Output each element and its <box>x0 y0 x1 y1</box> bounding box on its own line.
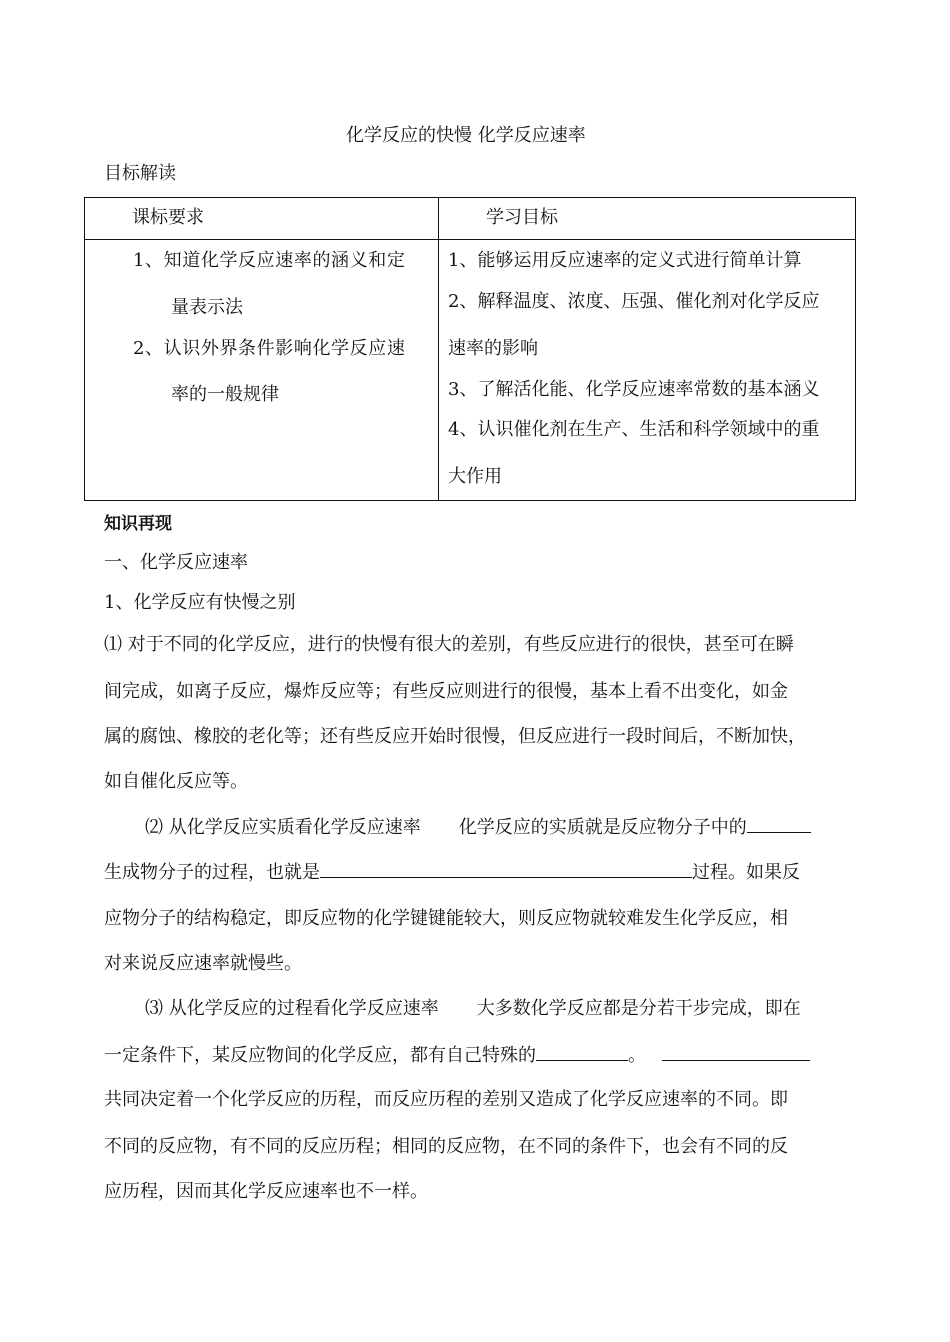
para3-text: 大多数化学反应都是分若干步完成，即在 <box>476 998 801 1019</box>
fill-blank[interactable] <box>662 1040 810 1061</box>
col1-header: 课标要求 <box>132 207 204 228</box>
para1-line: 属的腐蚀、橡胶的老化等；还有些反应开始时很慢，但反应进行一段时间后，不断加快， <box>104 726 806 747</box>
table-divider <box>438 198 439 500</box>
knowledge-heading: 知识再现 <box>104 514 172 534</box>
col1-line: 2、认识外界条件影响化学反应速 <box>133 338 406 359</box>
para2-line <box>145 812 811 839</box>
table-header-rule <box>85 239 855 240</box>
para2-line <box>104 857 800 884</box>
goal-heading: 目标解读 <box>104 163 176 184</box>
col2-line: 速率的影响 <box>448 338 538 359</box>
col2-line: 大作用 <box>448 466 502 487</box>
subsection-heading: 1、化学反应有快慢之别 <box>104 592 296 613</box>
section-heading: 一、化学反应速率 <box>104 552 248 573</box>
fill-blank[interactable] <box>747 812 811 833</box>
para2-text: 过程。如果反 <box>692 862 800 883</box>
para2-line: 对来说反应速率就慢些。 <box>104 953 302 974</box>
para3-text: 一定条件下，某反应物间的化学反应，都有自己特殊的 <box>104 1045 536 1066</box>
para2-line: 应物分子的结构稳定，即反应物的化学键键能较大，则反应物就较难发生化学反应，相 <box>104 908 788 929</box>
para1-line: 如自催化反应等。 <box>104 771 248 792</box>
para3-text: 。 <box>628 1045 646 1066</box>
para1-line: ⑴ 对于不同的化学反应，进行的快慢有很大的差别，有些反应进行的很快，甚至可在瞬 <box>104 634 794 655</box>
col2-line: 2、解释温度、浓度、压强、催化剂对化学反应 <box>448 291 820 312</box>
col2-header: 学习目标 <box>486 207 558 228</box>
fill-blank[interactable] <box>320 857 692 878</box>
fill-blank[interactable] <box>536 1040 628 1061</box>
page-title: 化学反应的快慢 化学反应速率 <box>346 125 586 146</box>
col2-line: 4、认识催化剂在生产、生活和科学领域中的重 <box>448 419 820 440</box>
para3-line: 应历程，因而其化学反应速率也不一样。 <box>104 1181 428 1202</box>
col1-line: 率的一般规律 <box>171 384 279 405</box>
para2-label: ⑵ 从化学反应实质看化学反应速率 <box>145 817 421 838</box>
col2-line: 1、能够运用反应速率的定义式进行简单计算 <box>448 250 802 271</box>
para1-line: 间完成，如离子反应，爆炸反应等；有些反应则进行的很慢，基本上看不出变化，如金 <box>104 681 788 702</box>
col1-line: 1、知道化学反应速率的涵义和定 <box>133 250 406 271</box>
para2-text: 化学反应的实质就是反应物分子中的 <box>458 817 747 838</box>
col2-line: 3、了解活化能、化学反应速率常数的基本涵义 <box>448 379 820 400</box>
para3-line: 不同的反应物，有不同的反应历程；相同的反应物，在不同的条件下，也会有不同的反 <box>104 1136 788 1157</box>
para3-line: 共同决定着一个化学反应的历程，而反应历程的差别又造成了化学反应速率的不同。即 <box>104 1089 788 1110</box>
para3-line <box>104 1040 810 1067</box>
para2-text: 生成物分子的过程，也就是 <box>104 862 320 883</box>
col1-line: 量表示法 <box>171 297 243 318</box>
para3-line <box>145 994 801 1020</box>
para3-label: ⑶ 从化学反应的过程看化学反应速率 <box>145 998 439 1019</box>
goals-table <box>84 197 856 501</box>
